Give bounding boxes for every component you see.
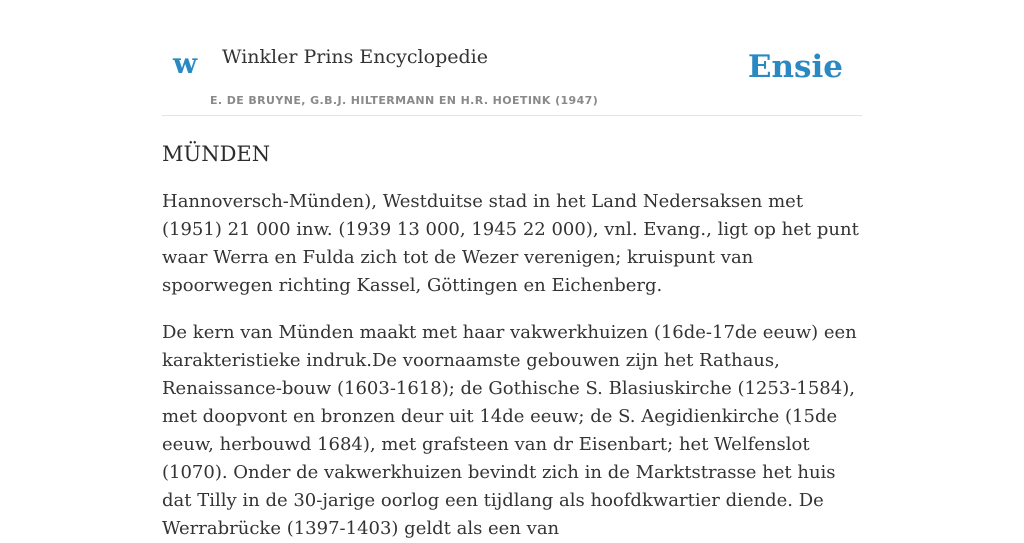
article-body <box>162 140 862 543</box>
site-header <box>162 0 862 116</box>
article-headword: MÜNDEN <box>162 142 271 166</box>
article-paragraph: Hannoversch-Münden), Westduitse stad in het Land Nedersaksen met (1951) 21 000 inw. (1939 13 000, 1945 22 000), vnl. Evang., ligt op het punt waar Werra en Fulda zich tot de Wezer verenigen; kruispunt van spoorwegen richting Kassel, Göttingen en Eichenberg. <box>162 191 859 297</box>
source-title[interactable]: Winkler Prins Encyclopedie <box>222 46 488 68</box>
article-paragraph: De kern van Münden maakt met haar vakwerkhuizen (16de-17de eeuw) een karakteristieke indruk.De voornaamste gebouwen zijn het Rathaus, Renaissance-bouw (1603-1618); de Gothische S. Blasiuskirche (1253-1584), met doopvont en bronzen deur uit 14de eeuw; de S. Aegidienkirche (15de eeuw, herbouwd 1684), met grafsteen van dr Eisenbart; het Welfenslot (1070). Onder de vakwerkhuizen bevindt zich in de Marktstrasse het huis dat Tilly in de 30-jarige oorlog een tijdlang als hoofdkwartier diende. De Werrabrücke (1397-1403) geldt als een van <box>162 322 857 540</box>
source-authors: E. DE BRUYNE, G.B.J. HILTERMANN EN H.R. HOETINK (1947) <box>210 94 599 107</box>
ensie-logo[interactable]: Ensie <box>747 49 843 85</box>
winkler-prins-logo-icon[interactable]: w <box>173 47 198 80</box>
